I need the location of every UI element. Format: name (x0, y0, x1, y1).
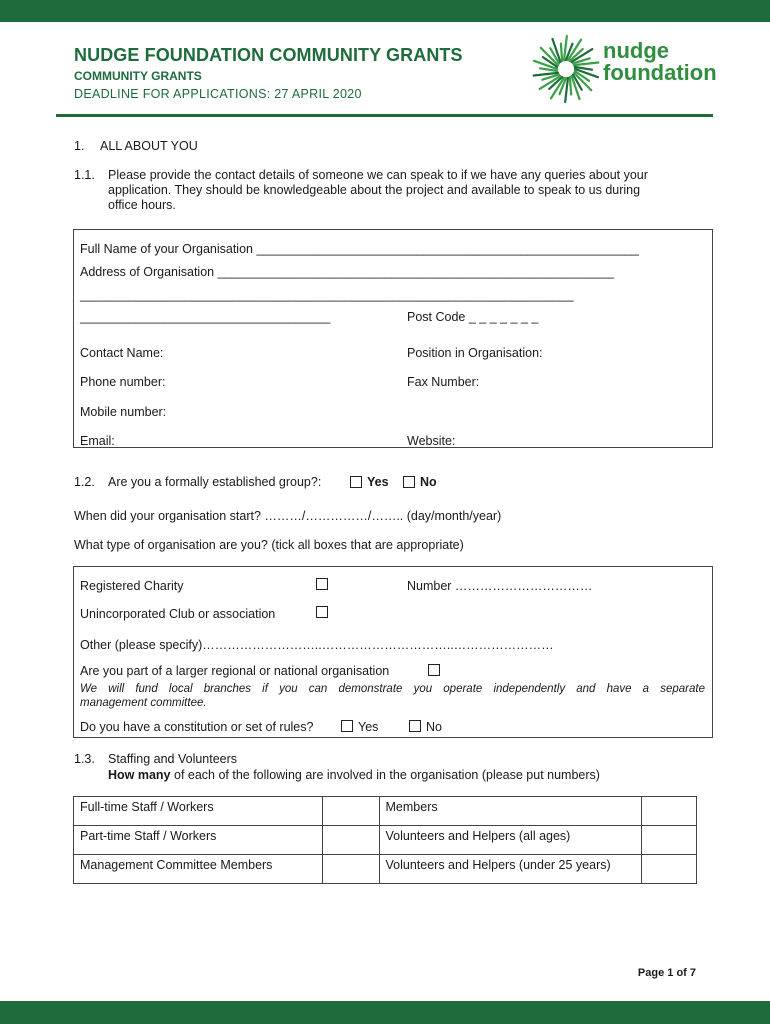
registered-charity-checkbox[interactable] (316, 578, 328, 590)
staffing-instruction-text: of each of the following are involved in the organisation (please put numbers) (170, 768, 600, 782)
branch-note-line-2: management committee. (80, 697, 207, 709)
question-number: 1.1. (74, 168, 95, 182)
address-line-3-field[interactable]: ____________________________________ (80, 310, 331, 324)
address-field[interactable]: Address of Organisation _________________________________________________________ (80, 265, 614, 279)
staff-count-input[interactable] (322, 826, 379, 855)
staffing-title: Staffing and Volunteers (108, 752, 238, 766)
section-number: 1. (74, 139, 85, 153)
branch-note: We will fund local branches if you can demonstrate you operate independently and have a separate (80, 683, 705, 695)
table-row (74, 797, 697, 826)
logo-wordmark (603, 40, 717, 84)
deadline-text: DEADLINE FOR APPLICATIONS: 27 APRIL 2020 (74, 87, 362, 101)
top-color-bar (0, 0, 770, 22)
question-number: 1.3. (74, 752, 95, 766)
question-text: office hours. (108, 198, 176, 212)
larger-org-checkbox[interactable] (428, 664, 440, 676)
constitution-no-checkbox[interactable] (409, 720, 421, 732)
contact-name-field[interactable]: Contact Name: (80, 346, 164, 360)
staff-label: Management Committee Members (74, 855, 323, 884)
staff-count-input[interactable] (322, 797, 379, 826)
org-name-field[interactable]: Full Name of your Organisation _______________________________________________________ (80, 242, 639, 256)
page-number: Page 1 of 7 (637, 967, 696, 979)
post-code-field[interactable]: Post Code _ _ _ _ _ _ _ (407, 310, 539, 324)
logo-line-1: nudge (603, 38, 669, 63)
table-row (74, 855, 697, 884)
staffing-instruction (108, 768, 600, 782)
org-type-question: What type of organisation are you? (tick all boxes that are appropriate) (74, 538, 464, 552)
staff-count-input[interactable] (642, 855, 697, 884)
staff-label: Full-time Staff / Workers (74, 797, 323, 826)
staff-count-input[interactable] (322, 855, 379, 884)
established-yes-checkbox[interactable] (350, 476, 362, 488)
fax-field[interactable]: Fax Number: (407, 375, 480, 389)
question-text: application. They should be knowledgeable about the project and available to speak to us during (108, 183, 641, 197)
constitution-no-label: No (426, 720, 442, 734)
logo-ray (561, 44, 562, 61)
staff-label: Volunteers and Helpers (all ages) (379, 826, 642, 855)
staffing-table (73, 796, 697, 884)
logo-line-2: foundation (603, 60, 717, 85)
established-no-checkbox[interactable] (403, 476, 415, 488)
staff-label: Part-time Staff / Workers (74, 826, 323, 855)
constitution-question: Do you have a constitution or set of rules? (80, 720, 314, 734)
position-field[interactable]: Position in Organisation: (407, 346, 543, 360)
header-divider (56, 114, 713, 117)
established-question: Are you a formally established group?: (108, 475, 322, 489)
staff-label: Volunteers and Helpers (under 25 years) (379, 855, 642, 884)
address-line-2-field[interactable]: _______________________________________________________________________ (80, 288, 574, 302)
bottom-color-bar (0, 1001, 770, 1024)
staff-count-input[interactable] (642, 826, 697, 855)
contact-details-box (73, 229, 713, 448)
page-title: NUDGE FOUNDATION COMMUNITY GRANTS (74, 45, 463, 65)
email-field[interactable]: Email: (80, 434, 115, 448)
start-date-field[interactable]: When did your organisation start? ………/……………/…….. (day/month/year) (74, 509, 502, 523)
staff-label: Members (379, 797, 642, 826)
larger-org-question: Are you part of a larger regional or national organisation (80, 664, 390, 678)
constitution-yes-checkbox[interactable] (341, 720, 353, 732)
table-row (74, 826, 697, 855)
staff-count-input[interactable] (642, 797, 697, 826)
charity-number-field[interactable]: Number …………………………… (407, 579, 593, 593)
established-yes-label: Yes (367, 475, 389, 489)
page-subtitle: COMMUNITY GRANTS (74, 69, 202, 83)
unincorporated-checkbox[interactable] (316, 606, 328, 618)
starburst-logo-icon (530, 34, 602, 104)
unincorporated-label: Unincorporated Club or association (80, 607, 276, 621)
section-title: ALL ABOUT YOU (100, 139, 198, 153)
question-number: 1.2. (74, 475, 95, 489)
constitution-yes-label: Yes (358, 720, 379, 734)
website-field[interactable]: Website: (407, 434, 456, 448)
phone-field[interactable]: Phone number: (80, 375, 166, 389)
other-specify-field[interactable]: Other (please specify)………………………..…………………………..…………………… (80, 638, 554, 652)
logo-ray (570, 77, 571, 94)
mobile-field[interactable]: Mobile number: (80, 405, 167, 419)
established-no-label: No (420, 475, 437, 489)
how-many-emphasis: How many (108, 768, 171, 782)
question-text: Please provide the contact details of someone we can speak to if we have any queries about your (108, 168, 648, 182)
registered-charity-label: Registered Charity (80, 579, 184, 593)
